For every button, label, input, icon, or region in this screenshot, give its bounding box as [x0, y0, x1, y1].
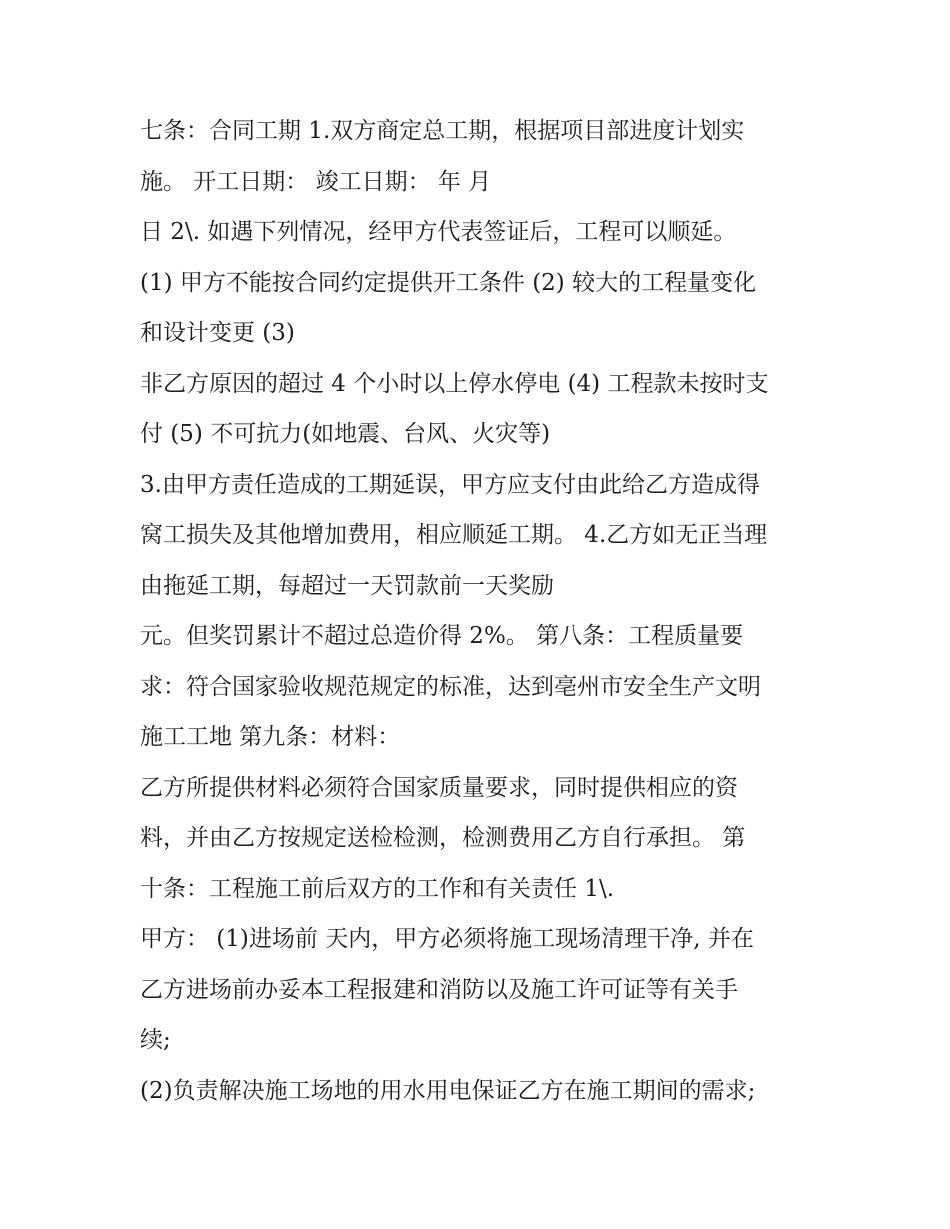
text-line: 非乙方原因的超过 4 个小时以上停水停电 (4) 工程款未按时支 [140, 370, 769, 397]
text-line: 施工工地 第九条：材料： [140, 724, 401, 750]
text-line: 元。但奖罚累计不超过总造价得 2%。 第八条：工程质量要 [140, 623, 744, 649]
text-line: 求：符合国家验收规范规定的标准，达到亳州市安全生产文明 [140, 673, 761, 700]
text-line: 乙方所提供材料必须符合国家质量要求，同时提供相应的资 [140, 774, 738, 801]
text-line: 甲方： (1)进场前 天内，甲方必须将施工现场清理干净, 并在 [140, 926, 754, 952]
text-line: 续; [140, 1027, 171, 1053]
text-line: (1) 甲方不能按合同约定提供开工条件 (2) 较大的工程量变化 [140, 269, 757, 296]
text-line: 3.由甲方责任造成的工期延误，甲方应支付由此给乙方造成得 [140, 471, 760, 498]
text-line: 窝工损失及其他增加费用，相应顺延工期。 4.乙方如无正当理 [140, 522, 768, 548]
text-line: 十条：工程施工前后双方的工作和有关责任 1\. [140, 875, 615, 902]
text-line: (2)负责解决施工场地的用水用电保证乙方在施工期间的需求; [140, 1077, 756, 1104]
contract-text-block [140, 106, 820, 1116]
text-line: 由拖延工期，每超过一天罚款前一天奖励 [140, 572, 554, 599]
text-line: 乙方进场前办妥本工程报建和消防以及施工许可证等有关手 [140, 976, 738, 1003]
text-line: 日 2\. 如遇下列情况，经甲方代表签证后，工程可以顺延。 [140, 219, 737, 245]
text-line: 施。 开工日期： 竣工日期： 年 月 [140, 168, 492, 195]
text-line: 七条：合同工期 1.双方商定总工期，根据项目部进度计划实 [140, 118, 745, 144]
text-line: 料，并由乙方按规定送检检测，检测费用乙方自行承担。 第 [140, 825, 746, 851]
text-line: 付 (5) 不可抗力(如地震、台风、火灾等) [140, 421, 551, 447]
text-line: 和设计变更 (3) [140, 320, 295, 346]
